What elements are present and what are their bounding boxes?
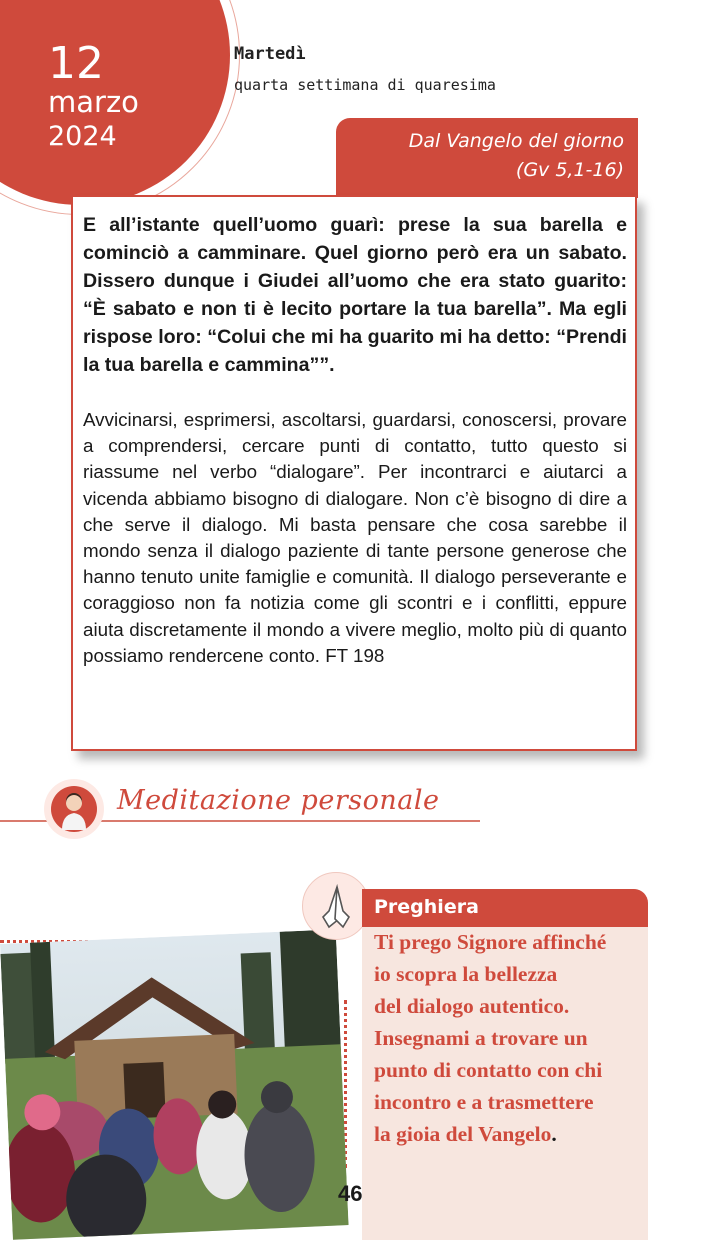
community-photo [0, 929, 349, 1239]
person-icon [51, 786, 97, 832]
date-day: 12 [48, 38, 104, 89]
meditation-label: Meditazione personale [117, 785, 440, 816]
prayer-line: la gioia del Vangelo [374, 1122, 552, 1146]
prayer-line: punto di contatto con chi [374, 1058, 603, 1082]
prayer-line: io scopra la bellezza [374, 962, 558, 986]
prayer-line: Insegnami a trovare un [374, 1026, 588, 1050]
date-month: marzo [48, 85, 139, 119]
gospel-title: Dal Vangelo del giorno [408, 130, 624, 152]
gospel-quote: E all’istante quell’uomo guarì: prese la sua barella e cominciò a camminare. Quel giorno però era un sabato. Dissero dunque i Giudei all’uomo che era stato guarito: “È sabato e non ti è lecito portare la tua barella”. Ma egli rispose loro: “Colui che mi ha guarito mi ha detto: “Prendi la tua barella e cammina””. [83, 214, 627, 376]
liturgical-week: quarta settimana di quaresima [234, 76, 496, 94]
gospel-box [71, 195, 637, 751]
reflection-text: Avvicinarsi, esprimersi, ascoltarsi, guardarsi, conoscersi, provare a comprendersi, cercare punti di contatto, tutto questo si riassume nel verbo “dialogare”. Per incontrarci e aiutarci a vicenda abbiamo bisogno di dialogare. Non c’è bisogno di dire a che serve il dialogo. Mi basta pensare che cosa sarebbe il mondo senza il dialogo paziente di tante persone generose che hanno tenuto unite famiglie e comunità. Il dialogo perseverante e coraggioso non fa notizia come gli scontri e i conflitti, eppure aiuta discretamente il mondo a vivere meglio, molto più di quanto possiamo rendercene conto. FT 198 [83, 409, 627, 666]
prayer-ending-period: . [551, 1122, 557, 1146]
weekday-title: Martedì [234, 44, 306, 64]
gospel-header [336, 118, 638, 198]
prayer-title: Preghiera [362, 889, 648, 927]
prayer-last-line [374, 1122, 557, 1147]
prayer-line: Ti prego Signore affinché [374, 930, 607, 954]
page-number: 46 [338, 1181, 363, 1206]
prayer-line: del dialogo autentico. [374, 994, 570, 1018]
prayer-line: incontro e a trasmettere [374, 1090, 594, 1114]
date-year: 2024 [48, 121, 117, 152]
praying-hands-icon [302, 872, 370, 940]
gospel-reference: (Gv 5,1-16) [515, 159, 624, 181]
